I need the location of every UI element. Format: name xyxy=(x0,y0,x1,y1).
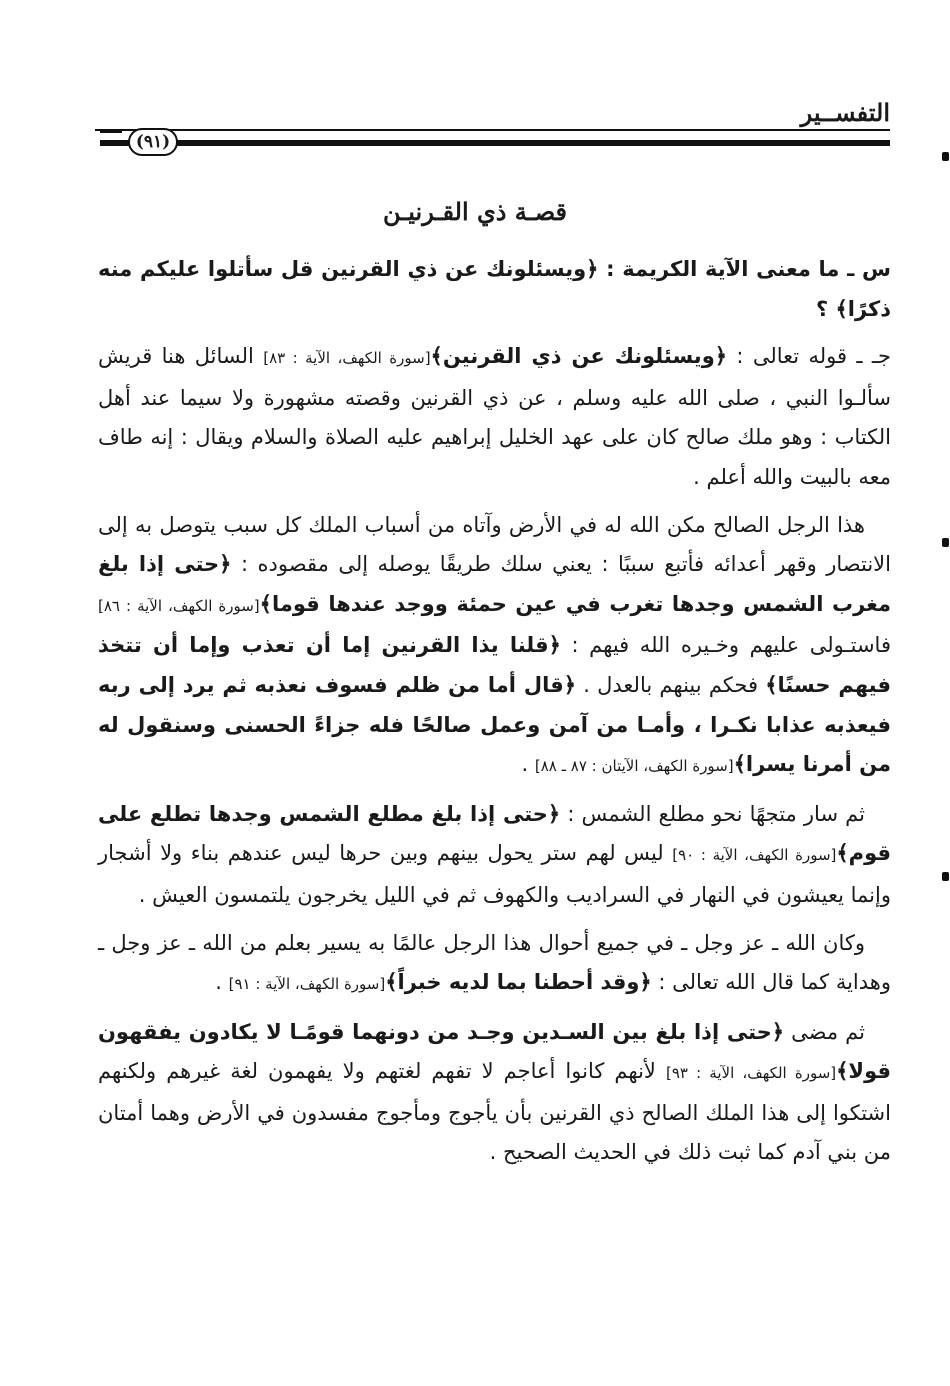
header-dash-bottom xyxy=(100,141,122,145)
paragraph-text: وكان الله ـ عز وجل ـ في جميع أحوال هذا الرجل عالمًا به يسير بعلم من الله ـ عز وجل ـ وهداية كما قال الله تعالى : xyxy=(98,930,891,995)
paragraph-text: ثم سار متجهًا نحو مطلع الشمس : xyxy=(560,801,865,826)
quran-verse: ﴿ويسئلونك عن ذي القرنين قل سأتلوا عليكم منه ذكرًا﴾ xyxy=(98,257,891,321)
verse-reference: [سورة الكهف، الآية : ٩١] xyxy=(228,975,386,994)
running-header: التفســير xyxy=(800,98,890,127)
header-rule-thin xyxy=(95,129,890,131)
answer-text: السائل هنا قريش سألـوا النبي ، صلى الله عليه وسلم ، عن ذي القرنين وقصته مشهورة ولا سيما عند أهل الكتاب : وهو ملك صالح كان على عهد الخليل إبراهيم عليه الصلاة والسلام ويقال : إنه طاف معه بالبيت والله أعلم . xyxy=(98,344,891,489)
body-text xyxy=(98,250,891,1181)
margin-mark xyxy=(942,538,949,547)
paragraph xyxy=(98,795,891,916)
paragraph xyxy=(98,924,891,1005)
verse-reference: [سورة الكهف، الآية : ٨٦] xyxy=(98,596,260,615)
margin-mark xyxy=(942,152,949,161)
verse-reference: [سورة الكهف، الآية : ٨٣] xyxy=(263,349,431,368)
quran-verse: ﴿حتى إذا بلغ مغرب الشمس وجدها تغرب في عين حمئة ووجد عندها قوما﴾ xyxy=(98,552,891,616)
paragraph-text: هذا الرجل الصالح مكن الله له في الأرض وآتاه من أسباب الملك كل سبب يتوصل به إلى الانتصار وقهر أعدائه فأتبع سببًا : يعني سلك طريقًا يوصله إلى مقصوده : xyxy=(98,512,891,577)
margin-mark xyxy=(942,872,949,881)
answer-paragraph xyxy=(98,337,891,497)
verse-reference: [سورة الكهف، الآية : ٩٠] xyxy=(672,846,837,865)
question-suffix: ؟ xyxy=(815,296,836,321)
paragraph-text: ليس لهم ستر يحول بينهم وبين حرها ليس عندهم بناء ولا أشجار وإنما يعيشون في النهار في السراديب والكهوف ثم في الليل يخرجون يلتمسون العيش . xyxy=(98,841,891,907)
paragraph-text: ثم مضى xyxy=(784,1019,865,1044)
section-title: قصـة ذي القـرنيـن xyxy=(383,197,567,226)
paragraph-text: لأنهم كانوا أعاجم لا تفهم لغتهم ولا يفهمون لغة غيرهم ولكنهم اشتكوا إلى هذا الملك الصالح ذي القرنين بأن يأجوج ومأجوج مفسدون في الأرض وهما أمتان من بني آدم كما ثبت ذلك في الحديث الصحيح . xyxy=(98,1059,891,1165)
quran-verse: ﴿قلنا يذا القرنين إما أن تعذب وإما أن تتخذ فيهم حسنًا﴾ xyxy=(98,633,891,697)
quran-verse: ﴿حتى إذا بلغ بين السـدين وجـد من دونهما قومًـا لا يكادون يفقهون قولا﴾ xyxy=(98,1019,891,1084)
quran-verse: ﴿ويسئلونك عن ذي القرنين﴾ xyxy=(430,344,728,369)
page-number-badge: (٩١) xyxy=(128,128,178,156)
paragraph xyxy=(98,1013,891,1173)
paragraph-text: . xyxy=(521,752,535,777)
quran-verse: ﴿حتى إذا بلغ مطلع الشمس وجدها تطلع على قوم﴾ xyxy=(98,801,891,866)
verse-reference: [سورة الكهف، الآيتان : ٨٧ ـ ٨٨] xyxy=(534,757,734,776)
verse-reference: [سورة الكهف، الآية : ٩٣] xyxy=(665,1064,837,1083)
question-paragraph xyxy=(98,250,891,329)
answer-text: جـ ـ قوله تعالى : xyxy=(727,344,891,369)
paragraph-text: فحكم بينهم بالعدل . xyxy=(576,672,766,697)
paragraph-text: . xyxy=(215,970,229,995)
paragraph xyxy=(98,506,891,787)
quran-verse: ﴿قال أما من ظلم فسوف نعذبه ثم يرد إلى ربه فيعذبه عذابا نكـرا ، وأمـا من آمن وعمل صالحًا فله جزاءً الحسنى وسنقول له من أمرنا يسرا﴾ xyxy=(98,672,891,777)
quran-verse: ﴿وقد أحطنا بما لديه خبراً﴾ xyxy=(385,970,652,995)
paragraph-text: فاستـولى عليهم وخـيره الله فيهم : xyxy=(560,633,891,658)
header-dash-top xyxy=(100,129,122,133)
question-prefix: س ـ ما معنى الآية الكريمة : xyxy=(598,257,891,281)
header-rule-thick xyxy=(100,140,890,146)
